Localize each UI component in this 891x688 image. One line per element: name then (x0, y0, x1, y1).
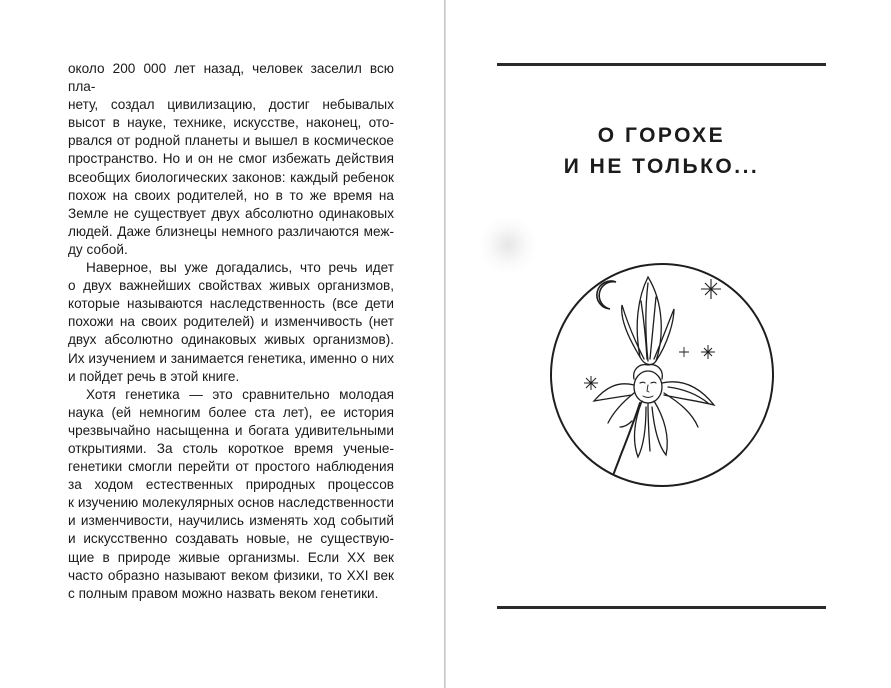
star-icon (679, 347, 689, 357)
text-line: наука (ей немногим более ста лет), ее история (68, 404, 394, 420)
text-line: часто образно называют веком физики, то XXI век (68, 567, 394, 583)
text-line: генетики смогли перейти от простого наблюдения (68, 459, 394, 475)
star-icon (701, 279, 721, 299)
text-line: за ходом естественных природных процессов (68, 477, 394, 493)
iris-flower-illustration (548, 261, 776, 489)
text-line: открытиями. За столь короткое время ученые- (68, 440, 394, 456)
bottom-rule (497, 606, 826, 609)
top-rule (497, 63, 826, 66)
star-icon (701, 345, 715, 359)
left-page (0, 0, 444, 688)
text-line: и пойдет речь в этой книге. (68, 368, 240, 384)
text-line: людей. Даже близнецы немного различаются меж- (68, 223, 394, 239)
text-line: пространство. Но и он не смог избежать действия (68, 151, 394, 167)
text-line: высот в науке, технике, искусстве, наконец, ото- (68, 115, 394, 131)
text-line: с полным правом можно назвать веком генетики. (68, 585, 379, 601)
page-smudge (478, 215, 538, 275)
crescent-moon-icon (597, 281, 616, 309)
text-line: Их изучением и занимается генетика, именно о них (68, 350, 394, 366)
text-line: ду собой. (68, 241, 128, 257)
text-line: нету, создал цивилизацию, достиг небывалых (68, 97, 394, 113)
chapter-title (497, 120, 826, 182)
text-line: и искусственно создавать новые, не существую- (68, 531, 394, 547)
text-line: к изучению молекулярных основ наследственности (68, 495, 394, 511)
text-line: рвался от родной планеты и вышел в космическое (68, 133, 394, 149)
text-line: всеобщих биологических законов: каждый ребенок (68, 169, 394, 185)
text-line: двух абсолютно одинаковых живых организмов). (68, 332, 394, 348)
text-line: похож на своих родителей, но в то же время на (68, 187, 394, 203)
text-line: о двух важнейших свойствах живых организмов, (68, 278, 394, 294)
body-text (68, 60, 394, 603)
chapter-title-line-1: О ГОРОХЕ (597, 124, 726, 147)
text-line: Земле не существует двух абсолютно одинаковых (68, 205, 394, 221)
chapter-title-line-2: И НЕ ТОЛЬКО... (563, 155, 760, 178)
flower-drawing (594, 277, 714, 473)
text-line: и изменчивости, научились изменять ход событий (68, 513, 394, 529)
text-line: щие в природе живые организмы. Если XX век (68, 549, 394, 565)
text-line: похожи на своих родителей) и изменчивость (нет (68, 314, 394, 330)
text-line: около 200 000 лет назад, человек заселил всю пла- (68, 61, 394, 95)
text-line: чрезвычайно насыщенна и богата удивительными (68, 422, 394, 438)
text-line: которые называются наследственность (все дети (68, 296, 394, 312)
text-line: Хотя генетика — это сравнительно молодая (86, 386, 394, 402)
text-line: Наверное, вы уже догадались, что речь идет (86, 260, 394, 276)
star-icon (584, 376, 598, 390)
